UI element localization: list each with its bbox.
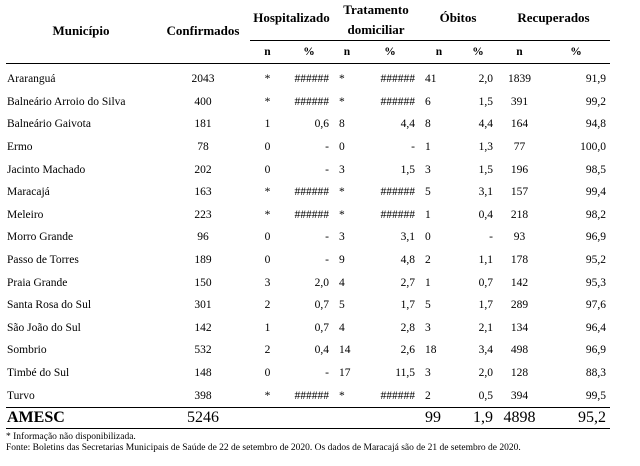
obitos-pct-cell: 2,1 bbox=[478, 321, 493, 334]
recuperados-n-cell: 391 bbox=[510, 95, 529, 108]
recuperados-n-cell: 289 bbox=[510, 299, 529, 312]
recuperados-n-cell: 196 bbox=[510, 163, 529, 176]
hospitalizado-n-cell: * bbox=[264, 208, 271, 221]
tratamento-pct-cell: 11,5 bbox=[395, 367, 415, 380]
municipio-cell: Meleiro bbox=[7, 208, 44, 221]
confirmados-cell: 150 bbox=[194, 276, 212, 289]
hospitalizado-n-cell: * bbox=[264, 73, 271, 86]
hospitalizado-n-cell: * bbox=[264, 95, 271, 108]
obitos-pct-cell: 1,1 bbox=[478, 254, 493, 267]
tratamento-n-cell: 9 bbox=[339, 254, 345, 267]
obitos-n-cell: 18 bbox=[425, 344, 437, 357]
recuperados-n-cell: 1839 bbox=[508, 73, 531, 86]
hospitalizado-pct-cell: 0,4 bbox=[314, 344, 329, 357]
confirmados-cell: 181 bbox=[194, 118, 212, 131]
header-recuperados: Recuperados bbox=[517, 10, 590, 25]
tratamento-n-cell: * bbox=[339, 389, 345, 402]
table-row bbox=[6, 226, 610, 249]
table-row bbox=[6, 136, 610, 159]
tratamento-n-cell: 3 bbox=[339, 231, 345, 244]
total-confirmados: 5246 bbox=[156, 407, 250, 428]
table-row bbox=[6, 113, 610, 136]
confirmados-cell: 301 bbox=[194, 299, 212, 312]
municipio-cell: Turvo bbox=[7, 389, 35, 402]
obitos-pct-cell: 1,5 bbox=[478, 163, 493, 176]
municipio-cell: Maracajá bbox=[7, 186, 50, 199]
hospitalizado-pct-cell: 0,7 bbox=[314, 321, 329, 334]
obitos-n-cell: 3 bbox=[425, 367, 431, 380]
tratamento-n-cell: 0 bbox=[339, 141, 345, 154]
subheader-obitos-pct: % bbox=[459, 41, 497, 64]
tratamento-pct-cell: ###### bbox=[380, 95, 415, 108]
recuperados-n-cell: 77 bbox=[513, 141, 526, 154]
hospitalizado-n-cell: 1 bbox=[264, 118, 271, 131]
obitos-pct-cell: 2,0 bbox=[478, 73, 493, 86]
tratamento-pct-cell: 2,8 bbox=[400, 321, 415, 334]
obitos-pct-cell: 0,4 bbox=[478, 208, 493, 221]
recuperados-pct-cell: 98,5 bbox=[585, 163, 606, 176]
tratamento-pct-cell: 2,6 bbox=[400, 344, 415, 357]
tratamento-pct-cell: ###### bbox=[380, 208, 415, 221]
obitos-n-cell: 3 bbox=[425, 321, 431, 334]
subheader-blank bbox=[156, 41, 250, 64]
hospitalizado-pct-cell: - bbox=[325, 254, 329, 267]
table-footnotes bbox=[6, 432, 521, 454]
obitos-n-cell: 41 bbox=[425, 73, 437, 86]
municipio-cell: Morro Grande bbox=[7, 231, 74, 244]
hospitalizado-n-cell: 0 bbox=[264, 163, 271, 176]
tratamento-pct-cell: ###### bbox=[380, 389, 415, 402]
hospitalizado-pct-cell: 2,0 bbox=[314, 276, 329, 289]
recuperados-n-cell: 218 bbox=[510, 208, 529, 221]
confirmados-cell: 532 bbox=[194, 344, 212, 357]
obitos-pct-cell: - bbox=[489, 231, 493, 244]
tratamento-pct-cell: ###### bbox=[380, 73, 415, 86]
hospitalizado-pct-cell: ###### bbox=[294, 95, 329, 108]
tratamento-pct-cell: 2,7 bbox=[400, 276, 415, 289]
tratamento-n-cell: 14 bbox=[339, 344, 351, 357]
obitos-n-cell: 1 bbox=[425, 208, 431, 221]
table-row bbox=[6, 181, 610, 204]
tratamento-pct-cell: - bbox=[411, 141, 415, 154]
recuperados-pct-cell: 96,9 bbox=[585, 231, 606, 244]
total-obitos-pct: 1,9 bbox=[459, 407, 497, 428]
municipio-cell: Sombrio bbox=[7, 344, 47, 357]
hospitalizado-pct-cell: ###### bbox=[294, 73, 329, 86]
tratamento-n-cell: 3 bbox=[339, 163, 345, 176]
confirmados-cell: 163 bbox=[194, 186, 212, 199]
recuperados-pct-cell: 99,5 bbox=[585, 389, 606, 402]
hospitalizado-pct-cell: - bbox=[325, 141, 329, 154]
confirmados-cell: 189 bbox=[194, 254, 212, 267]
confirmados-cell: 202 bbox=[194, 163, 212, 176]
municipio-cell: Araranguá bbox=[7, 73, 56, 86]
hospitalizado-pct-cell: - bbox=[325, 231, 329, 244]
hospitalizado-n-cell: 0 bbox=[264, 231, 271, 244]
recuperados-n-cell: 157 bbox=[510, 186, 529, 199]
subheader-rec-n: n bbox=[497, 41, 542, 64]
obitos-pct-cell: 1,5 bbox=[478, 95, 493, 108]
municipio-cell: Balneário Arroio do Silva bbox=[7, 95, 126, 108]
header-obitos: Óbitos bbox=[439, 10, 477, 25]
confirmados-cell: 2043 bbox=[191, 73, 215, 86]
recuperados-pct-cell: 100,0 bbox=[580, 141, 606, 154]
municipio-cell: Santa Rosa do Sul bbox=[7, 299, 92, 312]
total-obitos-n: 99 bbox=[419, 407, 459, 428]
confirmados-cell: 400 bbox=[194, 95, 212, 108]
recuperados-n-cell: 134 bbox=[510, 321, 529, 334]
subheader-trat-pct: % bbox=[361, 41, 419, 64]
recuperados-n-cell: 128 bbox=[510, 367, 529, 380]
obitos-n-cell: 2 bbox=[425, 254, 431, 267]
confirmados-cell: 398 bbox=[194, 389, 212, 402]
municipio-cell: Passo de Torres bbox=[7, 254, 79, 267]
recuperados-pct-cell: 95,3 bbox=[585, 276, 606, 289]
tratamento-pct-cell: 3,1 bbox=[400, 231, 415, 244]
subheader-obitos-n: n bbox=[419, 41, 459, 64]
obitos-n-cell: 8 bbox=[425, 118, 431, 131]
recuperados-pct-cell: 91,9 bbox=[585, 73, 606, 86]
header-municipio: Município bbox=[52, 22, 110, 38]
tratamento-n-cell: * bbox=[339, 186, 345, 199]
table-row bbox=[6, 294, 610, 317]
hospitalizado-n-cell: 2 bbox=[264, 299, 271, 312]
footnote-asterisk: * Informação não disponibilizada. bbox=[6, 432, 136, 442]
table-row bbox=[6, 204, 610, 227]
total-hosp-pct bbox=[285, 407, 333, 428]
obitos-n-cell: 1 bbox=[425, 141, 431, 154]
total-row bbox=[6, 407, 610, 428]
recuperados-n-cell: 498 bbox=[510, 344, 529, 357]
header-hospitalizado: Hospitalizado bbox=[253, 10, 330, 25]
recuperados-pct-cell: 96,4 bbox=[585, 321, 606, 334]
obitos-pct-cell: 2,0 bbox=[478, 367, 493, 380]
obitos-n-cell: 6 bbox=[425, 95, 431, 108]
hospitalizado-n-cell: 0 bbox=[264, 254, 271, 267]
header-tratamento-domiciliar: Tratamento domiciliar bbox=[343, 2, 409, 37]
hospitalizado-n-cell: 0 bbox=[264, 141, 271, 154]
municipio-cell: Balneário Gaivota bbox=[7, 118, 91, 131]
tratamento-pct-cell: 4,8 bbox=[400, 254, 415, 267]
hospitalizado-pct-cell: ###### bbox=[294, 186, 329, 199]
municipio-cell: Timbé do Sul bbox=[7, 367, 70, 380]
confirmados-cell: 142 bbox=[194, 321, 212, 334]
obitos-n-cell: 0 bbox=[425, 231, 431, 244]
confirmados-cell: 78 bbox=[197, 141, 209, 154]
recuperados-n-cell: 164 bbox=[510, 118, 529, 131]
recuperados-n-cell: 93 bbox=[513, 231, 526, 244]
total-hosp-n bbox=[250, 407, 285, 428]
subheader-rec-pct: % bbox=[542, 41, 610, 64]
table-row bbox=[6, 384, 610, 407]
tratamento-n-cell: 8 bbox=[339, 118, 345, 131]
municipio-cell: Praia Grande bbox=[7, 276, 68, 289]
hospitalizado-n-cell: 1 bbox=[264, 321, 271, 334]
tratamento-pct-cell: 4,4 bbox=[400, 118, 415, 131]
confirmados-cell: 223 bbox=[194, 208, 212, 221]
tratamento-pct-cell: ###### bbox=[380, 186, 415, 199]
total-municipio: AMESC bbox=[6, 407, 156, 428]
confirmados-cell: 96 bbox=[197, 231, 209, 244]
total-trat-pct bbox=[361, 407, 419, 428]
obitos-pct-cell: 0,7 bbox=[478, 276, 493, 289]
recuperados-pct-cell: 95,2 bbox=[585, 254, 606, 267]
total-rec-n: 4898 bbox=[497, 407, 542, 428]
tratamento-n-cell: 5 bbox=[339, 299, 345, 312]
table-row bbox=[6, 64, 610, 91]
table-row bbox=[6, 271, 610, 294]
municipality-covid-table bbox=[6, 0, 610, 429]
subheader-blank bbox=[6, 41, 156, 64]
subheader-trat-n: n bbox=[333, 41, 361, 64]
header-confirmados: Confirmados bbox=[166, 22, 240, 38]
obitos-pct-cell: 1,7 bbox=[478, 299, 493, 312]
hospitalizado-n-cell: * bbox=[264, 186, 271, 199]
obitos-pct-cell: 0,5 bbox=[478, 389, 493, 402]
obitos-pct-cell: 1,3 bbox=[478, 141, 493, 154]
table-row bbox=[6, 339, 610, 362]
recuperados-pct-cell: 99,4 bbox=[585, 186, 606, 199]
footnote-source: Fonte: Boletins das Secretarias Municipais de Saúde de 22 de setembro de 2020. Os dados de Maracajá são de 21 de setembro de 2020. bbox=[6, 443, 521, 453]
recuperados-n-cell: 142 bbox=[510, 276, 529, 289]
municipio-cell: Jacinto Machado bbox=[7, 163, 86, 176]
tratamento-n-cell: 17 bbox=[339, 367, 351, 380]
hospitalizado-pct-cell: 0,6 bbox=[314, 118, 329, 131]
hospitalizado-n-cell: 3 bbox=[264, 276, 271, 289]
total-trat-n bbox=[333, 407, 361, 428]
recuperados-pct-cell: 97,6 bbox=[585, 299, 606, 312]
obitos-n-cell: 2 bbox=[425, 389, 431, 402]
hospitalizado-n-cell: * bbox=[264, 389, 271, 402]
obitos-pct-cell: 3,1 bbox=[478, 186, 493, 199]
recuperados-n-cell: 394 bbox=[510, 389, 529, 402]
obitos-pct-cell: 4,4 bbox=[478, 118, 493, 131]
tratamento-pct-cell: 1,5 bbox=[400, 163, 415, 176]
obitos-n-cell: 5 bbox=[425, 186, 431, 199]
tratamento-n-cell: 4 bbox=[339, 276, 345, 289]
obitos-pct-cell: 3,4 bbox=[478, 344, 493, 357]
subheader-hosp-n: n bbox=[250, 41, 285, 64]
table-row bbox=[6, 158, 610, 181]
recuperados-pct-cell: 94,8 bbox=[585, 118, 606, 131]
table-row bbox=[6, 249, 610, 272]
recuperados-n-cell: 178 bbox=[510, 254, 529, 267]
table-row bbox=[6, 91, 610, 114]
municipio-cell: São João do Sul bbox=[7, 321, 81, 334]
tratamento-n-cell: * bbox=[339, 95, 345, 108]
hospitalizado-pct-cell: ###### bbox=[294, 208, 329, 221]
recuperados-pct-cell: 99,2 bbox=[585, 95, 606, 108]
table-row bbox=[6, 317, 610, 340]
total-rec-pct: 95,2 bbox=[542, 407, 610, 428]
hospitalizado-pct-cell: - bbox=[325, 163, 329, 176]
tratamento-pct-cell: 1,7 bbox=[400, 299, 415, 312]
municipio-cell: Ermo bbox=[7, 141, 33, 154]
hospitalizado-n-cell: 0 bbox=[264, 367, 271, 380]
tratamento-n-cell: * bbox=[339, 208, 345, 221]
hospitalizado-pct-cell: ###### bbox=[294, 389, 329, 402]
confirmados-cell: 148 bbox=[194, 367, 212, 380]
hospitalizado-pct-cell: 0,7 bbox=[314, 299, 329, 312]
recuperados-pct-cell: 96,9 bbox=[585, 344, 606, 357]
hospitalizado-n-cell: 2 bbox=[264, 344, 271, 357]
subheader-hosp-pct: % bbox=[285, 41, 333, 64]
obitos-n-cell: 1 bbox=[425, 276, 431, 289]
tratamento-n-cell: 4 bbox=[339, 321, 345, 334]
obitos-n-cell: 5 bbox=[425, 299, 431, 312]
recuperados-pct-cell: 98,2 bbox=[585, 208, 606, 221]
table-row bbox=[6, 362, 610, 385]
hospitalizado-pct-cell: - bbox=[325, 367, 329, 380]
obitos-n-cell: 3 bbox=[425, 163, 431, 176]
tratamento-n-cell: * bbox=[339, 73, 345, 86]
recuperados-pct-cell: 88,3 bbox=[585, 367, 606, 380]
